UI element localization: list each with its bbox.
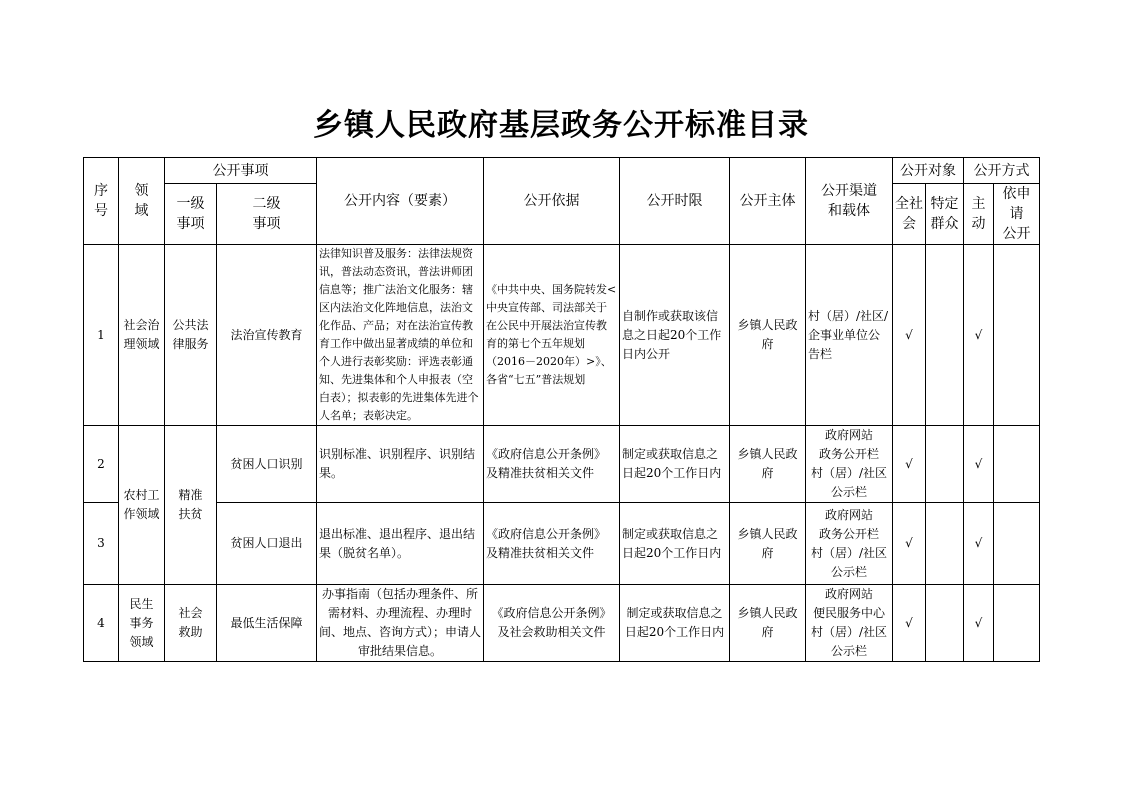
- cell-level1: 公共法律服务: [165, 245, 217, 426]
- header-mode: 公开方式: [964, 158, 1040, 184]
- cell-basis: 《中共中央、国务院转发<中央宣传部、司法部关于在公民中开展法治宣传教育的第七个五年规划（2016－2020年）>》、各省“七五”普法规划: [484, 245, 620, 426]
- cell-seq: 2: [84, 426, 119, 503]
- cell-time: 制定或获取信息之日起20个工作日内: [620, 503, 730, 585]
- cell-domain-merged: 农村工作领域: [119, 426, 165, 585]
- cell-target-all: √: [893, 426, 926, 503]
- cell-level2: 贫困人口退出: [217, 503, 317, 585]
- table-row: [84, 585, 1040, 662]
- cell-subject: 乡镇人民政府: [730, 426, 806, 503]
- table-row: [84, 245, 1040, 426]
- cell-target-all: √: [893, 245, 926, 426]
- header-content: 公开内容（要素）: [317, 158, 484, 245]
- cell-mode-active: √: [964, 245, 994, 426]
- header-target-specific: 特定 群众: [926, 184, 964, 245]
- cell-mode-request: [994, 426, 1040, 503]
- cell-domain: 民生 事务 领域: [119, 585, 165, 662]
- cell-subject: 乡镇人民政府: [730, 503, 806, 585]
- cell-content: 办事指南（包括办理条件、所需材料、办理流程、办理时间、地点、咨询方式）；申请人审批结果信息。: [317, 585, 484, 662]
- cell-basis: 《政府信息公开条例》及社会救助相关文件: [484, 585, 620, 662]
- cell-channel: 政府网站 政务公开栏 村（居）/社区公示栏: [806, 503, 893, 585]
- catalog-table: [83, 157, 1040, 662]
- header-basis: 公开依据: [484, 158, 620, 245]
- cell-level2: 最低生活保障: [217, 585, 317, 662]
- cell-channel: 政府网站 政务公开栏 村（居）/社区公示栏: [806, 426, 893, 503]
- cell-subject: 乡镇人民政府: [730, 585, 806, 662]
- cell-target-specific: [926, 245, 964, 426]
- cell-basis: 《政府信息公开条例》及精准扶贫相关文件: [484, 503, 620, 585]
- header-level2: 二级 事项: [217, 184, 317, 245]
- cell-level2: 法治宣传教育: [217, 245, 317, 426]
- cell-content: 法律知识普及服务：法律法规资讯，普法动态资讯，普法讲师团信息等；推广法治文化服务：辖区内法治文化阵地信息，法治文化作品、产品；对在法治宣传教育工作中做出显著成绩的单位和个人进行表彰奖励：评选表彰通知、先进集体和个人申报表（空白表）；拟表彰的先进集体先进个人名单；表彰决定。: [317, 245, 484, 426]
- cell-seq: 1: [84, 245, 119, 426]
- header-seq: 序 号: [84, 158, 119, 245]
- cell-basis: 《政府信息公开条例》及精准扶贫相关文件: [484, 426, 620, 503]
- cell-mode-active: √: [964, 426, 994, 503]
- cell-channel: 村（居）/社区/企事业单位公告栏: [806, 245, 893, 426]
- header-matter: 公开事项: [165, 158, 317, 184]
- cell-time: 自制作或获取该信息之日起20个工作日内公开: [620, 245, 730, 426]
- cell-subject: 乡镇人民政府: [730, 245, 806, 426]
- cell-seq: 3: [84, 503, 119, 585]
- header-mode-request: 依申请 公开: [994, 184, 1040, 245]
- header-target-all: 全社 会: [893, 184, 926, 245]
- header-mode-active: 主 动: [964, 184, 994, 245]
- table-row: [84, 503, 1040, 585]
- cell-target-specific: [926, 426, 964, 503]
- header-level1: 一级 事项: [165, 184, 217, 245]
- cell-channel: 政府网站 便民服务中心 村（居）/社区 公示栏: [806, 585, 893, 662]
- cell-mode-request: [994, 585, 1040, 662]
- cell-time: 制定或获取信息之日起20个工作日内: [620, 426, 730, 503]
- cell-target-specific: [926, 585, 964, 662]
- cell-time: 制定或获取信息之日起20个工作日内: [620, 585, 730, 662]
- cell-mode-request: [994, 503, 1040, 585]
- cell-mode-active: √: [964, 503, 994, 585]
- cell-target-all: √: [893, 585, 926, 662]
- cell-level1-merged: 精准 扶贫: [165, 426, 217, 585]
- cell-level1: 社会 救助: [165, 585, 217, 662]
- cell-mode-active: √: [964, 585, 994, 662]
- cell-target-specific: [926, 503, 964, 585]
- cell-level2: 贫困人口识别: [217, 426, 317, 503]
- header-channel: 公开渠道 和载体: [806, 158, 893, 245]
- cell-content: 识别标准、识别程序、识别结果。: [317, 426, 484, 503]
- cell-target-all: √: [893, 503, 926, 585]
- cell-domain: 社会治理领域: [119, 245, 165, 426]
- header-subject: 公开主体: [730, 158, 806, 245]
- header-target: 公开对象: [893, 158, 964, 184]
- cell-content: 退出标准、退出程序、退出结果（脱贫名单）。: [317, 503, 484, 585]
- table-row: [84, 426, 1040, 503]
- cell-seq: 4: [84, 585, 119, 662]
- header-time: 公开时限: [620, 158, 730, 245]
- cell-mode-request: [994, 245, 1040, 426]
- page-title: 乡镇人民政府基层政务公开标准目录: [313, 108, 809, 143]
- header-domain: 领 域: [119, 158, 165, 245]
